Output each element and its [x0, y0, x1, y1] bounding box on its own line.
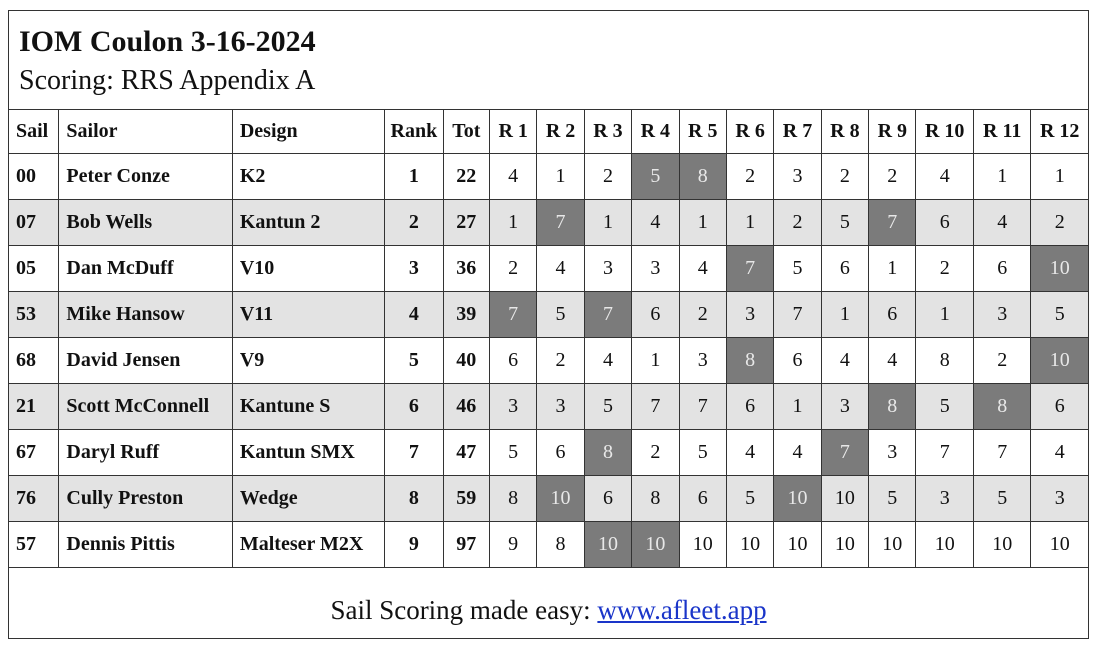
race-11-score: 4: [973, 200, 1030, 246]
race-12-score: 10: [1031, 338, 1089, 384]
sail-cell: 76: [9, 476, 59, 522]
col-header-r6: R 6: [726, 110, 773, 154]
sail-cell: 00: [9, 154, 59, 200]
total-cell: 27: [443, 200, 489, 246]
total-cell: 39: [443, 292, 489, 338]
race-10-score: 7: [916, 430, 973, 476]
sail-cell: 05: [9, 246, 59, 292]
race-7-score: 10: [774, 476, 821, 522]
rank-cell: 5: [385, 338, 443, 384]
col-header-r4: R 4: [632, 110, 679, 154]
scoring-subtitle: Scoring: RRS Appendix A: [19, 65, 316, 96]
race-8-score: 7: [821, 430, 868, 476]
race-8-score: 5: [821, 200, 868, 246]
race-1-score: 1: [489, 200, 536, 246]
total-cell: 40: [443, 338, 489, 384]
race-10-score: 4: [916, 154, 973, 200]
race-10-score: 5: [916, 384, 973, 430]
table-row: [9, 338, 1089, 384]
header: [9, 11, 1088, 109]
sailor-cell: Scott McConnell: [59, 384, 232, 430]
design-cell: Kantun SMX: [232, 430, 384, 476]
race-9-score: 8: [869, 384, 916, 430]
total-cell: 47: [443, 430, 489, 476]
design-cell: V9: [232, 338, 384, 384]
total-cell: 22: [443, 154, 489, 200]
race-4-score: 1: [632, 338, 679, 384]
race-11-score: 5: [973, 476, 1030, 522]
race-1-score: 3: [489, 384, 536, 430]
race-9-score: 6: [869, 292, 916, 338]
race-10-score: 1: [916, 292, 973, 338]
race-8-score: 10: [821, 522, 868, 568]
race-6-score: 10: [726, 522, 773, 568]
race-8-score: 4: [821, 338, 868, 384]
race-7-score: 4: [774, 430, 821, 476]
race-7-score: 7: [774, 292, 821, 338]
sail-cell: 53: [9, 292, 59, 338]
results-body: [9, 154, 1089, 568]
race-9-score: 3: [869, 430, 916, 476]
race-3-score: 5: [584, 384, 631, 430]
race-2-score: 7: [537, 200, 584, 246]
design-cell: Kantun 2: [232, 200, 384, 246]
table-row: [9, 200, 1089, 246]
race-4-score: 4: [632, 200, 679, 246]
race-9-score: 5: [869, 476, 916, 522]
race-2-score: 1: [537, 154, 584, 200]
total-cell: 59: [443, 476, 489, 522]
col-header-r8: R 8: [821, 110, 868, 154]
col-header-r9: R 9: [869, 110, 916, 154]
race-4-score: 10: [632, 522, 679, 568]
race-4-score: 8: [632, 476, 679, 522]
race-10-score: 3: [916, 476, 973, 522]
race-5-score: 6: [679, 476, 726, 522]
race-4-score: 6: [632, 292, 679, 338]
race-8-score: 10: [821, 476, 868, 522]
race-3-score: 3: [584, 246, 631, 292]
race-4-score: 5: [632, 154, 679, 200]
race-1-score: 9: [489, 522, 536, 568]
race-11-score: 3: [973, 292, 1030, 338]
design-cell: Malteser M2X: [232, 522, 384, 568]
table-row: [9, 246, 1089, 292]
results-sheet: [8, 10, 1089, 639]
race-10-score: 2: [916, 246, 973, 292]
design-cell: Wedge: [232, 476, 384, 522]
race-5-score: 8: [679, 154, 726, 200]
sail-cell: 21: [9, 384, 59, 430]
race-2-score: 4: [537, 246, 584, 292]
total-cell: 46: [443, 384, 489, 430]
race-8-score: 6: [821, 246, 868, 292]
race-6-score: 7: [726, 246, 773, 292]
race-6-score: 3: [726, 292, 773, 338]
rank-cell: 4: [385, 292, 443, 338]
race-12-score: 10: [1031, 522, 1089, 568]
race-3-score: 8: [584, 430, 631, 476]
race-11-score: 10: [973, 522, 1030, 568]
race-11-score: 1: [973, 154, 1030, 200]
race-12-score: 2: [1031, 200, 1089, 246]
afleet-link[interactable]: www.afleet.app: [597, 595, 767, 625]
sailor-cell: Dennis Pittis: [59, 522, 232, 568]
footer-text: Sail Scoring made easy:: [330, 595, 598, 625]
race-6-score: 4: [726, 430, 773, 476]
race-6-score: 6: [726, 384, 773, 430]
race-3-score: 4: [584, 338, 631, 384]
sailor-cell: Cully Preston: [59, 476, 232, 522]
race-3-score: 6: [584, 476, 631, 522]
race-1-score: 2: [489, 246, 536, 292]
race-1-score: 8: [489, 476, 536, 522]
col-header-sail: Sail: [9, 110, 59, 154]
race-12-score: 10: [1031, 246, 1089, 292]
design-cell: K2: [232, 154, 384, 200]
race-2-score: 5: [537, 292, 584, 338]
race-5-score: 4: [679, 246, 726, 292]
race-11-score: 2: [973, 338, 1030, 384]
race-9-score: 7: [869, 200, 916, 246]
col-header-r5: R 5: [679, 110, 726, 154]
race-2-score: 10: [537, 476, 584, 522]
col-header-rank: Rank: [385, 110, 443, 154]
race-7-score: 1: [774, 384, 821, 430]
race-7-score: 10: [774, 522, 821, 568]
race-12-score: 3: [1031, 476, 1089, 522]
col-header-r11: R 11: [973, 110, 1030, 154]
race-6-score: 8: [726, 338, 773, 384]
race-3-score: 10: [584, 522, 631, 568]
sail-cell: 07: [9, 200, 59, 246]
race-5-score: 10: [679, 522, 726, 568]
race-10-score: 8: [916, 338, 973, 384]
race-2-score: 2: [537, 338, 584, 384]
table-row: [9, 154, 1089, 200]
race-2-score: 8: [537, 522, 584, 568]
sailor-cell: Peter Conze: [59, 154, 232, 200]
race-9-score: 1: [869, 246, 916, 292]
race-8-score: 1: [821, 292, 868, 338]
sailor-cell: Mike Hansow: [59, 292, 232, 338]
race-4-score: 2: [632, 430, 679, 476]
race-5-score: 3: [679, 338, 726, 384]
race-6-score: 2: [726, 154, 773, 200]
col-header-design: Design: [232, 110, 384, 154]
race-7-score: 6: [774, 338, 821, 384]
race-11-score: 7: [973, 430, 1030, 476]
col-header-sailor: Sailor: [59, 110, 232, 154]
col-header-tot: Tot: [443, 110, 489, 154]
race-7-score: 3: [774, 154, 821, 200]
col-header-r3: R 3: [584, 110, 631, 154]
table-row: [9, 384, 1089, 430]
race-8-score: 2: [821, 154, 868, 200]
col-header-r10: R 10: [916, 110, 973, 154]
race-12-score: 5: [1031, 292, 1089, 338]
design-cell: V10: [232, 246, 384, 292]
rank-cell: 8: [385, 476, 443, 522]
race-5-score: 5: [679, 430, 726, 476]
sail-cell: 68: [9, 338, 59, 384]
col-header-r12: R 12: [1031, 110, 1089, 154]
sailor-cell: David Jensen: [59, 338, 232, 384]
table-row: [9, 476, 1089, 522]
race-10-score: 6: [916, 200, 973, 246]
sailor-cell: Daryl Ruff: [59, 430, 232, 476]
race-12-score: 6: [1031, 384, 1089, 430]
rank-cell: 6: [385, 384, 443, 430]
rank-cell: 3: [385, 246, 443, 292]
sailor-cell: Bob Wells: [59, 200, 232, 246]
race-3-score: 2: [584, 154, 631, 200]
sail-cell: 57: [9, 522, 59, 568]
race-2-score: 6: [537, 430, 584, 476]
race-9-score: 2: [869, 154, 916, 200]
rank-cell: 2: [385, 200, 443, 246]
race-6-score: 1: [726, 200, 773, 246]
race-7-score: 2: [774, 200, 821, 246]
race-7-score: 5: [774, 246, 821, 292]
design-cell: Kantune S: [232, 384, 384, 430]
race-1-score: 7: [489, 292, 536, 338]
total-cell: 36: [443, 246, 489, 292]
design-cell: V11: [232, 292, 384, 338]
race-5-score: 1: [679, 200, 726, 246]
race-9-score: 10: [869, 522, 916, 568]
total-cell: 97: [443, 522, 489, 568]
rank-cell: 9: [385, 522, 443, 568]
col-header-r2: R 2: [537, 110, 584, 154]
race-3-score: 7: [584, 292, 631, 338]
table-row: [9, 522, 1089, 568]
race-5-score: 2: [679, 292, 726, 338]
race-4-score: 7: [632, 384, 679, 430]
race-10-score: 10: [916, 522, 973, 568]
race-12-score: 1: [1031, 154, 1089, 200]
race-5-score: 7: [679, 384, 726, 430]
race-12-score: 4: [1031, 430, 1089, 476]
page-title: IOM Coulon 3-16-2024: [19, 25, 316, 58]
footer: [9, 582, 1088, 638]
col-header-r7: R 7: [774, 110, 821, 154]
race-6-score: 5: [726, 476, 773, 522]
race-1-score: 5: [489, 430, 536, 476]
race-11-score: 6: [973, 246, 1030, 292]
race-9-score: 4: [869, 338, 916, 384]
header-row: [9, 110, 1089, 154]
race-8-score: 3: [821, 384, 868, 430]
race-4-score: 3: [632, 246, 679, 292]
race-3-score: 1: [584, 200, 631, 246]
sail-cell: 67: [9, 430, 59, 476]
race-1-score: 4: [489, 154, 536, 200]
race-11-score: 8: [973, 384, 1030, 430]
rank-cell: 7: [385, 430, 443, 476]
table-row: [9, 292, 1089, 338]
rank-cell: 1: [385, 154, 443, 200]
results-table: [8, 109, 1089, 568]
race-1-score: 6: [489, 338, 536, 384]
race-2-score: 3: [537, 384, 584, 430]
sailor-cell: Dan McDuff: [59, 246, 232, 292]
col-header-r1: R 1: [489, 110, 536, 154]
table-row: [9, 430, 1089, 476]
